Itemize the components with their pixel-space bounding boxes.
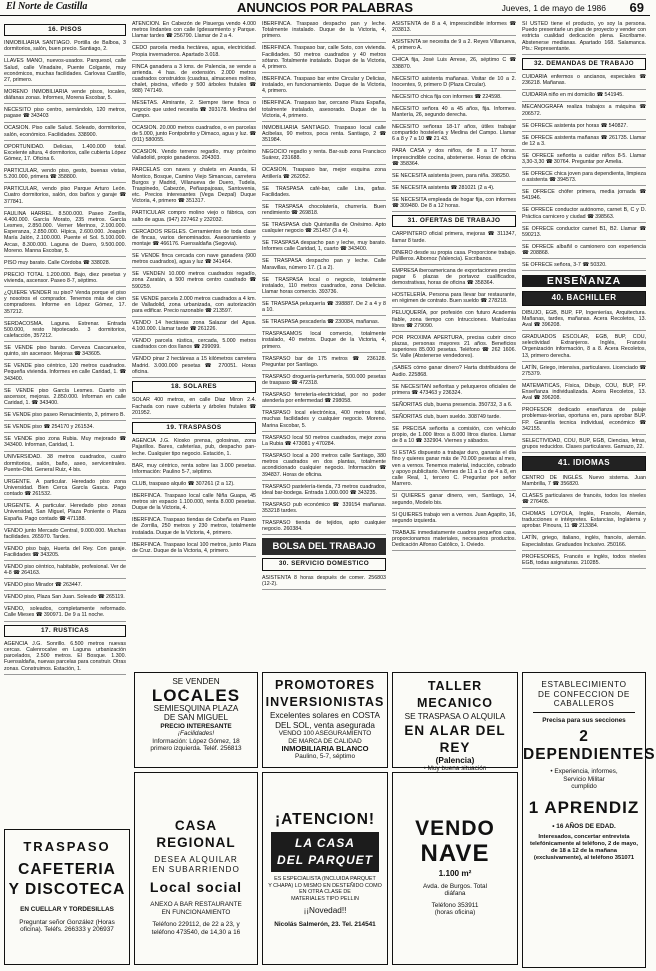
- classified-ad: TRASPASO tienda de tejidos, apto cualquier negocio. 260384.: [262, 520, 386, 535]
- classified-ad: PARTICULAR compro molino viejo o fábrica, con salto de agua. (947) 227462 y 232032.: [132, 210, 256, 225]
- taller-line2: SE TRASPASA O ALQUILA: [404, 712, 506, 721]
- classified-ad: SE VENDE piso ☎ 254170 y 261534.: [4, 424, 126, 433]
- classified-ad: OCASION. Traspaso bar, mejor esquina zona Artillería ☎ 262052.: [262, 167, 386, 182]
- classified-ad: SERDACOSMA. Laguna. Estrenar. Entrada 500.000, resto hipotecado. 3 dormitorios, calefacción, 357212.: [4, 321, 126, 343]
- locales-line8: primero izquierda. Teléf. 256813: [150, 745, 242, 753]
- classified-ad: SE VENDE piso barato. Cerveza Cascanuelos, quinto, sin ascensor. Mejoras ☎ 343605.: [4, 345, 126, 360]
- nave-ad-box: [392, 772, 518, 965]
- classified-ad: SI QUIERES ganar dinero, ven, Santiago, 14, segundo, Modelo bis.: [392, 493, 516, 508]
- classified-ad: SE VENDE parcela 2.000 metros cuadrados a 4 km. de Valladolid, zona urbanizada, con autorización para edificar. Precio razonable ☎ 213597.: [132, 296, 256, 318]
- classified-ad: GRADUADOS ESCOLAR, EGB, BUP, COU, selectividad Extranjeros. Inglés, Francés Orgenización información, 8 a 8. Acera Recoletos, 13, primero derecha.: [522, 334, 646, 362]
- nave-line2: NAVE: [420, 840, 490, 867]
- taller-line4: (Palencia): [435, 755, 475, 765]
- atencion-line7: MATERIALES TIPO PELLIN: [291, 895, 359, 902]
- classified-ad: SE TRASPASA despacho pan y leche. Calle Maravillas, número 17. (1 a 2).: [262, 258, 386, 273]
- confeccion-ad-box: [522, 672, 656, 968]
- masthead: [0, 0, 650, 16]
- classified-ad: EMPRESA iberoamericana de exportaciones precisa pagar 6 plazas de portavoz cualificados, demostrativas, horas de oficina ☎ 358364.: [392, 268, 516, 290]
- classified-ad: TRABAJE inmediatamente cuadros pequeños casa, proporcionamos materiales, necesarios productos. Dedicación Alfonso Católico, 1. Oviedo.: [392, 530, 516, 552]
- nave-line7: (horas oficina): [434, 909, 476, 917]
- cafeteria-line2: CAFETERIA: [18, 861, 116, 878]
- classified-ad: VENDO pinar 2 hectáreas a 15 kilómetros carretera Madrid. 3.000.000 pesetas ☎ 270051. Horas oficina.: [132, 356, 256, 378]
- classified-ad: ¿QUIERE VENDER su piso? Venda porque el piso y nosotros el comprador. Tenemos más de cien compradores. Informe en López Gómez, 17. 357212.: [4, 290, 126, 318]
- page-number: 69: [629, 0, 644, 15]
- promotores-line8: Paulino, 5-7, séptimo: [294, 752, 356, 760]
- section-heading-ofertas: 31. OFERTAS DE TRABAJO: [392, 215, 516, 227]
- classified-ad: LATÍN, griego, italiano, inglés, francés, alemán. Especialistas. Graduados Inclusivo. 250166.: [522, 535, 646, 550]
- promotores-line5: VENDO 100 ASEGURAMIENTO: [278, 730, 372, 737]
- classified-ad: TRASPASO local electrónica, 400 metros total, muchas facilidades y cualquier negocio. Moreno. Marina Escobar, 5.: [262, 410, 386, 432]
- classified-ad: SELECTIVIDAD, COU, BUP, EGB, Ciencias, letras, grupos reducidos. Clases particulares. Gamazo, 22.: [522, 438, 646, 453]
- cafeteria-line5: Preguntar señor González (Horas: [19, 918, 115, 926]
- section-heading-solares: 18. SOLARES: [132, 381, 256, 393]
- casa-parquet-logo: [271, 832, 379, 872]
- classified-ad: INMOBILIARIA SANTIAGO. Traspaso local calle Acibelas, 90 metros, poca renta. Santiago, 2 ☎ 351984.: [262, 125, 386, 147]
- classified-ad: MATEMATICAS, Física, Dibujo, COU, BUP, FP. Enseñanza individualizada. Acera Recoletos, 13. Aval ☎ 396208.: [522, 383, 646, 405]
- ads-list-pisos: [4, 40, 126, 621]
- classified-ad: IBERFINCA. Traspaso bar, cercano Plaza España, totalmente instalado, asesorado. Duque de la Victoria, 4, primero.: [262, 100, 386, 122]
- classified-ad: SE NECESITAN señoritas y peluqueros oficiales de primera ☎ 473463 y 236324.: [392, 384, 516, 399]
- classified-ad: SI QUIERES trabajo ven a vernos. Juan Agapito, 16, segundo izquierda.: [392, 512, 516, 527]
- classified-ad: SE TRASPASA local o negocio, totalmente instalado, 110 metros cuadrados, zona Delicias. Llamar horas comercio. 393736.: [262, 277, 386, 299]
- classified-ad: ATENCION. En Cabezón de Pisuerga vendo 4.000 metros lindantes con calle Igdesarmiento y Parque. Llamar tardes ☎ 256790. Llamar de 2 a 4.: [132, 21, 256, 43]
- taller-line1: TALLER MECANICO: [416, 679, 494, 710]
- casa-line5: ANEXO A BAR RESTAURANTE: [150, 901, 242, 908]
- confeccion-line5: 2 DEPENDIENTES: [523, 728, 656, 764]
- atencion-line6: EN OTRA CLASE DE: [299, 889, 351, 896]
- ads-list-fincas: [132, 21, 256, 378]
- section-heading-servicio-domestico: 30. SERVICIO DOMESTICO: [262, 558, 386, 570]
- classified-ad: TRASPASAMOS local comercio, totalmente instalado, 40 metros. Duque de la Victoria, 4, primero.: [262, 331, 386, 353]
- confeccion-line4: Precisa para sus secciones: [542, 716, 626, 724]
- promotores-line3: Excelentes solares en COSTA: [270, 711, 380, 720]
- classified-ad: MECANOGRAFA realiza trabajos a máquina ☎ 206572.: [522, 104, 646, 119]
- classified-ad: OCASION. 20.000 metros cuadrados, o en parcelas de 5.000, junto Fontpobrito y Dimaco, agua y luz. ☎ (911) 580055.: [132, 125, 256, 147]
- cafeteria-line4: EN CUELLAR Y TORDESILLAS: [20, 906, 114, 913]
- classified-ad: LLAVES MANO, nuevos-usados. Parquesol, calle Salud, calle Vinadaire, Puente Colgante, muy económicos, muchas facilidades. Carlovas Castillo, 27, primero.: [4, 58, 126, 86]
- classified-ad: VENDO piso bajo, Huerta del Rey. Con garaje. Facilidades ☎ 343205.: [4, 546, 126, 561]
- classified-ad: SE NECESITA empleada de hogar fija, con informes ☎ 309480. De 8 a 12 horas.: [392, 197, 516, 212]
- classified-ad: FAULINA HARREL. 8.500.000. Paseo Zorrilla, 4.400.000. García Morato, 235 metros. García Lesmes, 2.850.000. Verner Merinos, 2.100.000. Esperanza, 2.850.000. Hípica, 2.600.000. Joaquín María Jalón, 2.100.000. Puente el Sol. 5.100.000. Arcas, 8.300.000. Laguna de Duero, 9.500.000. Moreno. Manna Escobar, 5.: [4, 211, 126, 257]
- classified-ad: SOLAR 400 metros, en calle Diaz Miron 2.4. Fachada con nave cubierta y árboles frutales ☎ 201952.: [132, 397, 256, 419]
- column-2: [132, 21, 256, 669]
- classified-ad: SI USTED tiene el producto, yo soy la persona. Puedo presentarle un plan de proyecto y vender con estricta cualidad dedicación plena. Escribame. Abstenerse medianas. Apartado 168. Salamanca. Pts.: Representante.: [522, 21, 646, 55]
- classified-ad: PARTICULAR, vendo piso, gesto, buenas vistas, 5.200.000, primera ☎ 358800.: [4, 168, 126, 183]
- classified-ad: SE OFRECE conductor autónomo, carnet B, C y D. Práctica carnicero y ciudad ☎ 398563.: [522, 207, 646, 222]
- classified-ad: TRASPASO droguería-perfumería, 500.000 pesetas de traspaso ☎ 472318.: [262, 374, 386, 389]
- classified-ad: TRASPASO ferretería-electricidad, por no poder atenderla por enfermedad ☎ 298058.: [262, 392, 386, 407]
- classified-ad: SE TRASPASA café-bar, calle Lira, gafas. Facilidades.: [262, 186, 386, 201]
- taller-line5: • Muy buena situación: [423, 765, 487, 772]
- column-4: [392, 21, 516, 669]
- atencion-line1: ¡ATENCION!: [274, 811, 376, 828]
- publication-name: El Norte de Castilla: [6, 1, 88, 12]
- classified-ad: VENDO 14 hectáreas zona Salazar del Agua. 4.100.000. Llamar tarde ☎ 261226.: [132, 320, 256, 335]
- section-heading-traspasos: 19. TRASPASOS: [132, 422, 256, 434]
- ads-list-bachiller: [522, 310, 646, 454]
- classified-ad: VENDO piso Mirador ☎ 263447.: [4, 582, 126, 591]
- classified-ad: CLUB, traspaso alquilo ☎ 307261 (2 a 12).: [132, 481, 256, 490]
- classified-ad: SE OFRECE chica joven para dependienta, limpieza o asistenta ☎ 394573.: [522, 171, 646, 186]
- locales-line7: Información: López Gómez, 18: [152, 737, 240, 745]
- classified-ad: SE TRASPASA chocolatería, churrería. Buen rendimiento ☎ 269818.: [262, 204, 386, 219]
- classified-ad: SEÑORITAS club, buen sueldo. 308749 tarde.: [392, 414, 516, 423]
- classified-ad: PELUQUERÍA, por profesión con futuro Academia fiable, zona tiempo con Intrucciones. Matrículas libres ☎ 279090.: [392, 310, 516, 332]
- classified-ad: TRASPASO local a 200 metros calle Santiago, 380 metros cuadrados en dos plantas, totalmente acondicionado cualquier negocio. Información ☎ 394837. Horas de oficina.: [262, 453, 386, 481]
- classified-ad: IBERFINCA. Traspaso tiendas de Cobeña en Paseo de Zorrilla, 250 metros y 230 metros, totalmente instalada. Duque de la Victoria, 4, primero.: [132, 517, 256, 539]
- classified-ad: SI ESTAS dispuesto a trabajar duro, ganarás el día fino y quieres ganar más de 70.000 pesetas al mes, ven a vernos. Tenemos material, inducción, cobrado y apoyo publicitario. Viernes de 11 a 1 o de 4 a 8, en calle Real, 1, tercero C. Preguntar por señor Marrero.: [392, 450, 516, 490]
- classified-ad: MORENO INMOBILIARIA vende pisos, locales, diáfanas zonas. Informes, Morena Escobar, 5.: [4, 89, 126, 104]
- nave-line1: VENDO: [415, 817, 495, 840]
- ads-list-servicio: [262, 575, 386, 590]
- ads-list-idiomas: [522, 475, 646, 569]
- atencion-line9: Nicolás Salmerón, 23. Tel. 214541: [274, 920, 376, 928]
- nave-line6: Teléfono 353911: [431, 901, 479, 909]
- classified-ad: TRASPASO pub económico ☎ 339154 mañanas. 353218 tardes.: [262, 502, 386, 517]
- confeccion-line8: cumplido: [571, 783, 597, 791]
- classified-ad: TRASPASO bar de 175 metros ☎ 236128. Preguntar por Santiago.: [262, 356, 386, 371]
- classified-ad: SE TRASPASA peluquería ☎ 398887. De 2 a 4 y 8 a 10.: [262, 301, 386, 316]
- classified-ad: SE NECESITA asistenta ☎ 281021 (2 a 4).: [392, 185, 516, 194]
- classified-ad: SE OFRECE albañil o camionero con experiencia ☎ 208868.: [522, 244, 646, 259]
- classified-ad: SE VENDE finca cercada con nave ganadera (900 metros cuadrados), agua y luz ☎ 341464.: [132, 253, 256, 268]
- locales-line5: PRECIO INTERESANTE: [160, 722, 232, 730]
- classified-ad: NECESITO asistenta mañanas. Visitar de 10 a 2. Inocentes, 9, primero D (Plaza Circular).: [392, 76, 516, 91]
- atencion-line8: ¡¡Novedad!!: [303, 906, 347, 916]
- confeccion-line11: Interesados, concertar entrevista telefónicamente al teléfono, 2 de mayo, de 18 a 12 de la mañana (exclusivamente), al teléfono 351071: [530, 834, 638, 862]
- section-heading-idiomas: 41. IDIOMAS: [522, 456, 646, 470]
- classified-ad: MESETAS. Almirante, 2. Siempre tiene finca o negocio que usted necesita ☎ 393178. Medina del Campo.: [132, 100, 256, 122]
- classified-ad: PARCELAS con naves y chalets en Aranda, El Montico, Bosque, Camino Viejo Simancas, carretera Burgos y Madrid, Villanueva de Duero, Tudela, Traspinedo, Cabezón, Peñaspajosas, Santovenia, etc. Precios interesantes (Vega Dezpal) Duque Victoria, 4, primero ☎ 351317.: [132, 167, 256, 207]
- classified-ad: TRASPASO local 50 metros cuadrados, mejor zona La Rubia ☎ 473081 y 470284.: [262, 435, 386, 450]
- classified-ad: SEÑORITAS club, buena presencia. 350732, 3 a 6.: [392, 402, 516, 411]
- classified-ad: AGENCIA J.G. Sonrillo. 6.500 metros nuevas cercas. Calenrocalve en Laguna urbanización parcelados, 2.500 metros. El Bosque. 1.300. Fuensaldaña, nuevas parcelas para construir. Otras zonas. Construimos. Estación, 1.: [4, 641, 126, 675]
- promotores-line4: DEL SOL, venta asegurada: [275, 720, 375, 730]
- locales-line6: ¡Facilidades!: [177, 730, 215, 738]
- classified-ad: VENDO piso céntrico, habitable, profesional. Ver de 4-8 ☎ 264163.: [4, 564, 126, 579]
- casa-line2: DESEA ALQUILAR: [154, 855, 238, 864]
- ads-list-ofertas: [392, 231, 516, 551]
- classified-ad: SE VENDE piso zona Rubia. Muy mejorado ☎ 343400. Informan, Caridad, 1.: [4, 436, 126, 451]
- classified-ad: SE TRASPASA club Quintanilla de Onésimo. Apto cualquier negocio ☎ 251457 (3 a 4).: [262, 222, 386, 237]
- casa-line7: Teléfono 229112, de 22 a 23, y: [152, 921, 240, 929]
- classified-ad: PARTICULAR, vendo piso Parque Arturo León. Cuatro dormitorios, salón, dos baños y garaje ☎ 377841.: [4, 186, 126, 208]
- cafeteria-line6: oficina). Teléfs. 266333 y 206937: [20, 926, 114, 934]
- classified-ad: SE OFRECE asistenta mañanas ☎ 261735. Llamar de 12 a 3.: [522, 135, 646, 150]
- classified-ad: PROFESORES, Francés e Inglés, todos niveles EGB, todas asignaturas. 210285.: [522, 554, 646, 569]
- confeccion-line3: CABALLEROS: [553, 699, 615, 708]
- casa-line3: EN SUBARRIENDO: [152, 864, 240, 874]
- locales-line2: LOCALES: [151, 685, 241, 705]
- cafeteria-line3: Y DISCOTECA: [8, 881, 126, 898]
- classified-ad: INMOBILIARIA SANTIAGO. Portilla de Balboa, 3 dormitorios, salón, buen precio. Santiago, 2.: [4, 40, 126, 55]
- classified-ad: OCASION. Vendo terreno regadío, muy próximo Valladolid, propio ganaderos. 204303.: [132, 149, 256, 164]
- section-heading-rusticas: 17. RUSTICAS: [4, 625, 126, 637]
- cafeteria-ad-box: [4, 829, 130, 965]
- classified-ad: CARPINTERO oficial primera, mejoras ☎ 311347, llamar 8 tarde.: [392, 231, 516, 246]
- ads-list-traspasos-cont: [262, 21, 386, 535]
- confeccion-line7: Servicio Militar: [563, 775, 605, 783]
- classified-ad: SE TRASPASA despacho pan y leche, muy barato. Informes calle Caridad, 1, cuarto ☎ 343400.: [262, 240, 386, 255]
- ads-list-domestico: [392, 21, 516, 212]
- classified-ad: IBERFINCA. Traspaso local 100 metros, junto Plaza de Cruz. Duque de la Victoria, 4, primero.: [132, 542, 256, 557]
- classified-ad: PRECIO TOTAL 1.200.000. Bajo, diez pesetas y vivienda, ascensor. Paseo 8-7, séptimo.: [4, 272, 126, 287]
- classified-ad: NECESITO chica fija con informes ☎ 224598.: [392, 94, 516, 103]
- classified-ad: SE OFRECE conductor carnet B1, B2. Llamar ☎ 590213.: [522, 226, 646, 241]
- classified-ad: IBERFINCA. Traspaso despacho pan y leche. Totalmente instalado. Duque de la Victoria, 4, primero.: [262, 21, 386, 43]
- classified-ad: PARA CASA y dos niños, de 8 a 17 horas. Imprescindible cocina, abstenerse. Horas de oficina ☎ 358364.: [392, 148, 516, 170]
- classified-ad: CUIDARIA enfermos o ancianos, especiales ☎ 236218. Mañanas.: [522, 74, 646, 89]
- classified-ad: UNIVERSIDAD. 38 metros cuadrados, cuatro dormitorios, salón, baño, aseo, servicentrales. Puente-Olid. General Ruiz, 4 bis.: [4, 454, 126, 476]
- classified-ad: NECESITO señoras 18-17 años, útiles trabajar compartido hostelería y Medina del Campo. Llamar 6 a 8 y 7 a 10 ☎ 21 43.: [392, 124, 516, 146]
- ads-list-solares: [132, 397, 256, 419]
- atencion-line5: Y CHAPA) LO MISMO EN DESTEÑIDO COMO: [268, 882, 382, 889]
- classified-ad: NEGOCIO regadío y renta. Bar-sub zona Francisco Suárez, 231688.: [262, 149, 386, 164]
- classified-ad: IBERFINCA. Traspaso bar entre Circular y Delicias, instalado, en funcionamiento. Duque de la Victoria, 4, primero.: [262, 76, 386, 98]
- classified-ad: SE OFRECE señorita a cuidar niños 8-5. Llamar 3,30-3,30 ☎ 30764. Preguntar por Amelia.: [522, 153, 646, 168]
- classified-ad: SE TRASPASA pescadería ☎ 230084, mañanas.: [262, 319, 386, 328]
- classified-ad: VENDO piso, Plaza San Juan. Soleado ☎ 265119.: [4, 594, 126, 603]
- classified-ad: SE OFRECE chófer primera, media jornada ☎ 541946.: [522, 189, 646, 204]
- nave-line5: diáfana: [444, 890, 466, 898]
- classified-ad: URGENTE. A particular. Heredado piso zonas Universidad, San Miguel, Plaza Poniente o Plaza España. Pago contado ☎ 471188.: [4, 503, 126, 525]
- classified-ad: IBERFINCA. Traspaso bar, calle Soto, con vivienda. Facilidades. 50 metros cuadrados y 40 metros sótano. Totalmente instalado. Duque de la Victoria, 4, primero.: [262, 45, 386, 73]
- classified-ad: OCASION. Piso calle Salud. Soleado, dormitorios, salón, económico. Facilidades. 338900.: [4, 125, 126, 140]
- atencion-line2: LA CASA: [295, 836, 355, 850]
- classified-ad: SE NECESITA asistenta joven, para niña. 398250.: [392, 173, 516, 182]
- confeccion-line6: • Experiencia, informes,: [550, 768, 618, 776]
- ads-list-intro: [522, 21, 646, 55]
- classified-ad: SE VENDE piso céntrico, 120 metros cuadrados. Pequeña vivienda. Informes en calle Caridad, 1. ☎ 343400.: [4, 363, 126, 385]
- classified-ad: NECESITO piso centro, sernándolo, 120 metros, pagase ☎ 343403: [4, 107, 126, 122]
- casa-line1: CASA REGIONAL: [156, 818, 236, 850]
- ads-list-demandas: [522, 74, 646, 271]
- classified-ad: CERCADOS REGLES. Cerramientos de toda clase de fincas, varios denominados. Asesoramiento y montaje ☎ 466176. Fuensaldaña (Segovia).: [132, 229, 256, 251]
- classified-ad: CENTRO DE INGLÉS. Nuevo sistema. Juan Mambrilla, 7 ☎ 356820.: [522, 475, 646, 490]
- classified-ad: OPORTUNIDAD. Delicias, 1.400.000 total. Excelente altura, 4 dormitorios, calle cubierta López Gómez, 17. Oficina 6.: [4, 144, 126, 166]
- confeccion-line1: ESTABLECIMIENTO: [541, 680, 627, 689]
- nave-line3: 1.100 m²: [438, 869, 472, 878]
- classified-ad: VENDO, soleados, completamente reformado. Calle Mieses ☎ 390971. De 9 a 11 noche.: [4, 606, 126, 621]
- classified-ad: ASISTENTA 8 horas después de comer. 256803 (12-2).: [262, 575, 386, 590]
- confeccion-line10: • 16 AÑOS DE EDAD.: [552, 822, 616, 830]
- casa-regional-ad-box: [134, 772, 258, 965]
- classified-ad: ASISTENTA de 8 a 4, imprescindible informes ☎ 203813.: [392, 21, 516, 36]
- classified-ad: SE OFRECE asistenta por horas ☎ 540827.: [522, 123, 646, 132]
- classified-ad: LATÍN, Griego, intensiva, particulares. Licenciado ☎ 275379.: [522, 365, 646, 380]
- casa-line8: teléfono 473540, de 14,30 a 16: [151, 928, 241, 936]
- classified-ad: CUIDARIA niño en mi domicilio ☎ 541945.: [522, 92, 646, 101]
- confeccion-line9: 1 APRENDIZ: [528, 797, 640, 817]
- classified-ad: CLASES particulares de francés, todos los niveles ☎ 276405.: [522, 493, 646, 508]
- locales-line3: SEMIESQUINA PLAZA: [153, 703, 239, 713]
- ensenanza-banner: ENSEÑANZA: [522, 275, 646, 287]
- classified-ad: TRASPASO pastelería-tienda, 73 metros cuadrados, ideal bar-bodega. Entrada 1.000.000 ☎ 343235.: [262, 484, 386, 499]
- ads-list-rusticas: [4, 641, 126, 675]
- classified-ad: URGENTE. A particular. Heredado piso zona Universidad. Bien Cerca García Gasca. Pago contado ☎ 261532.: [4, 479, 126, 501]
- casa-line6: EN FUNCIONAMIENTO: [161, 908, 231, 916]
- classified-ad: SE PRECISA señorita a comisión, con vehículo propio, de 1.000 litros a 8.000 litros diarios. Llamar de 8 a 10 ☎ 332904. Viernes y sábados.: [392, 426, 516, 448]
- section-heading-demandas: 32. DEMANDAS DE TRABAJO: [522, 58, 646, 70]
- bolsa-trabajo-banner: BOLSA DEL TRABAJO: [262, 538, 386, 555]
- classified-ad: FINCA ganadera a 3 kms. de Palencia, se vende a arrienda. 4 has. de extensión. 2.000 metros cuadrados construidos (cuadras, almacenes molino, chalet, piscina, viñedo y 500 árboles frutales ☎ 988) 747149.: [132, 64, 256, 98]
- classified-ad: DINERO desde su propia casa. Proporcione trabajo. Pulilleros. Albornoz (Valencia). Escribanos.: [392, 250, 516, 265]
- classified-ad: SE VENDEN 10.000 metros cuadrados regadío, zona Zaratán, a 500 metros centro cuadrado ☎ 590259.: [132, 271, 256, 293]
- locales-ad-box: [134, 672, 258, 768]
- classified-ad: HOSTELERÍA. Persona para llevar bar restaurante, en régimen de contrato. Buen sueldo ☎ 278218.: [392, 292, 516, 307]
- classified-ad: ¡SABES cómo ganar dinero? Harta distribuidora de Audio. 225868.: [392, 365, 516, 380]
- issue-date: Jueves, 1 de mayo de 1986: [501, 3, 606, 13]
- classified-ad: AGENCIA J.G. Kiosko prensa, golosinas, zona Pajarillos. Bares, cafeterías, pub, despacho pan-leche. Cualquier tipo negocio. Estación, 1.: [132, 438, 256, 460]
- locales-line4: DE SAN MIGUEL: [163, 713, 229, 722]
- locales-line1: SE VENDEN: [172, 677, 220, 686]
- classified-ad: DIBUJO, EGB, BUP, FP, Ingenierías, Arquitectura. Mañanas, tardes, mañanas. Acera Recoletos, 13. Aval ☎ 396208.: [522, 310, 646, 332]
- section-title: ANUNCIOS POR PALABRAS: [237, 0, 413, 15]
- classified-ad: CEDO parcela media hectárea, agua, electricidad. Propia invernaderos. Apartado 3.018.: [132, 45, 256, 60]
- classified-ad: SE OFRECE señora, 3-7 ☎ 50320.: [522, 262, 646, 271]
- atencion-line4: ES ESPECIALISTA (INCLUIDA PARQUET: [274, 876, 376, 882]
- section-heading-pisos: 16. PISOS: [4, 24, 126, 36]
- classified-ad: VENDO junto Mercado Central, 9.000.000. Muchas facilidades. 265970. Tardes.: [4, 528, 126, 543]
- classified-ad: NECESITO señora 40 a 45 años, fija. Informes. Mantería, 26, segundo derecha.: [392, 106, 516, 121]
- classified-ad: POR PROXIMA APERTURA, precisa cubrir cinco plazas, personas mayores 21 años. Beneficios superiores 85.000 pesetas. Teléfono ☎ 262 1606. Sr. Valle (Abstenerse vendedores).: [392, 335, 516, 363]
- classified-ad: SE VENDE piso paseo Renacimiento, 3, primero B.: [4, 412, 126, 421]
- atencion-line3: DEL PARQUET: [277, 853, 373, 867]
- classified-ad: CHICA fija, José Luis Arrese, 26, séptimo C ☎ 338870.: [392, 57, 516, 72]
- promotores-line2: INVERSIONISTAS: [265, 695, 385, 709]
- classified-ad: PISO muy barato. Calle Córdoba ☎ 338028.: [4, 260, 126, 269]
- promotores-line1: PROMOTORES: [274, 678, 376, 692]
- taller-ad-box: [392, 672, 518, 772]
- column-1: [4, 21, 126, 672]
- taller-line3: EN ALAR DEL REY: [404, 722, 506, 755]
- atencion-ad-box: [262, 772, 388, 965]
- ads-list-traspasos: [132, 438, 256, 557]
- classified-ad: CHOMAS LOYOLA, Inglés, Francés, Alemán, traducciones e intérpretes. Estancias, Inglaterra y aprobar. Pinoura, 11 ☎ 213384.: [522, 511, 646, 533]
- promotores-line7: INMOBILIARIA BLANCO: [281, 744, 369, 754]
- classified-ad: ASISTENTA se necesita de 9 a 2. Reyes Villanueva, 4, primero A.: [392, 39, 516, 54]
- classified-ad: BAR, muy céntrico, renta sobre las 3.000 pesetas. Información: Paulino 5-7, séptimo.: [132, 463, 256, 478]
- column-3: [262, 21, 386, 669]
- casa-line4: Local social: [149, 879, 243, 895]
- section-heading-bachiller: 40. BACHILLER: [522, 291, 646, 305]
- column-5: [522, 21, 646, 669]
- classified-ad: PROFESOR dedicado enseñanza de pulaje problemas-teorías, oportuna en, para aprobar BUP. FP. Garantía tecnica individual, económico ☎ 342155.: [522, 407, 646, 435]
- promotores-ad-box: [262, 672, 388, 768]
- nave-line4: Avda. de Burgos. Total: [422, 882, 488, 890]
- classified-ad: SE VENDE piso García Lesmes. Cuarto sin ascensor, mejoras. 2.850.000. Informan en calle Caridad, 1. ☎ 343400.: [4, 388, 126, 410]
- classified-ad: VENDO parcela rústica, cercada, 5.000 metros cuadrados con dos llanos ☎ 299099.: [132, 338, 256, 353]
- confeccion-line2: DE CONFECCION DE: [538, 689, 630, 699]
- cafeteria-line1: TRASPASO: [23, 839, 111, 854]
- classified-ad: IBERFINCA. Traspaso local calle Niña Guapa, 45 metros sin espacio 1.100.000, renta 8.000 pesetas. Duque de la Victoria, 4.: [132, 493, 256, 515]
- promotores-line6: DE MARCA DE CALIDAD: [288, 737, 362, 745]
